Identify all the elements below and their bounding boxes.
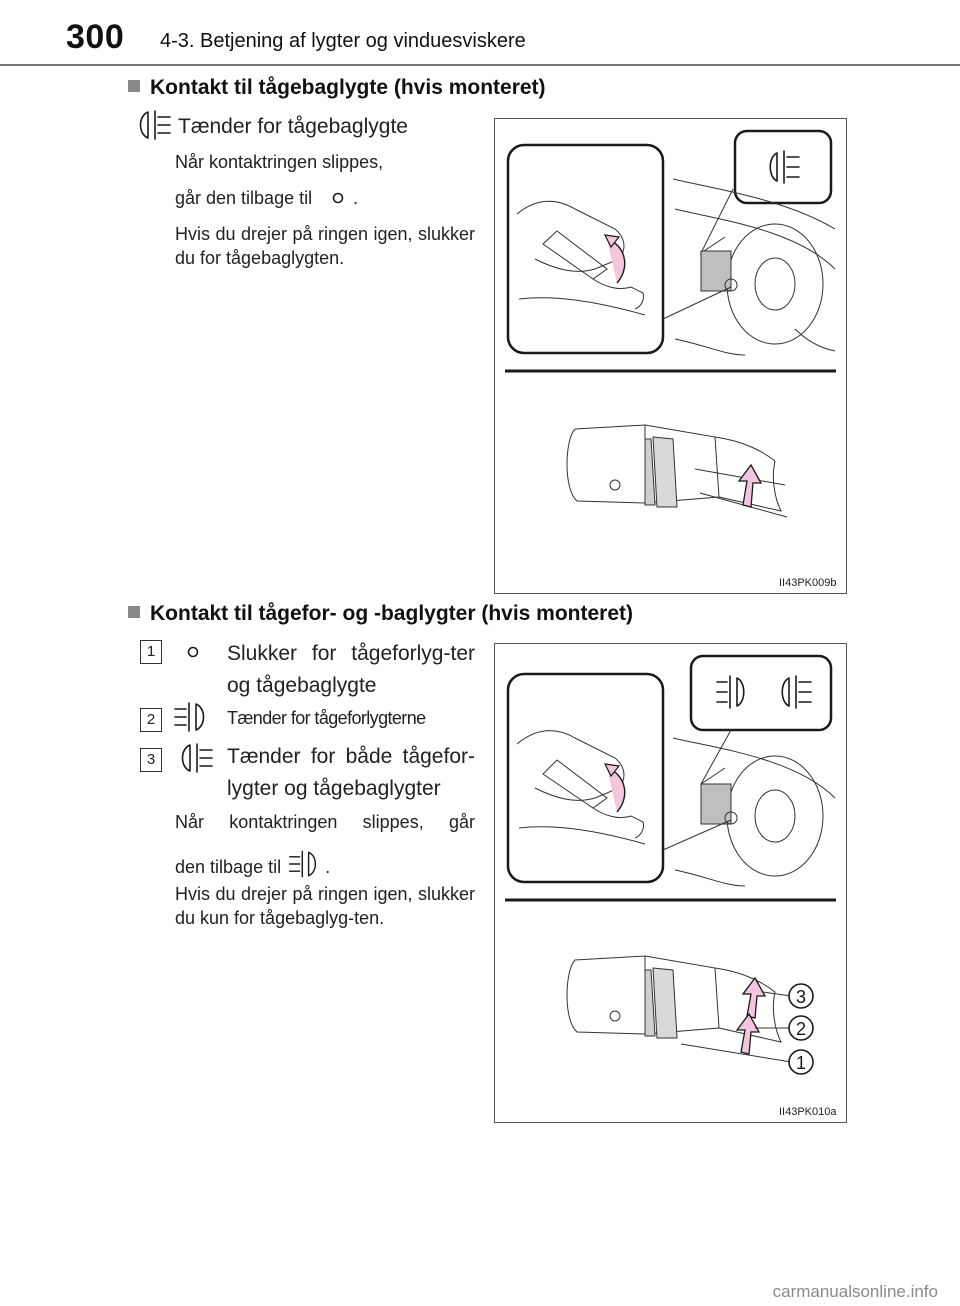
section1-para1-text: går den tilbage til [175, 188, 313, 208]
section1-item-label: Tænder for tågebaglygte [178, 115, 408, 138]
item1-label: Slukker for tågeforlyg-ter og tågebaglygte [227, 642, 475, 697]
section1-para1-end: . [353, 188, 359, 208]
section2-title [128, 602, 633, 626]
callout-2: 2 [795, 1019, 807, 1039]
front-fog-light-icon [287, 848, 323, 886]
header-rule [0, 64, 960, 66]
section2-para1-line1: Når kontaktringen slippes, går [175, 812, 475, 832]
item2-label: Tænder for tågeforlygterne [227, 708, 426, 728]
item-number-2: 2 [140, 708, 162, 732]
section1-title-text: Kontakt til tågebaglygte (hvis monteret) [150, 76, 546, 99]
off-circle-icon [331, 187, 345, 211]
callout-3: 3 [795, 987, 807, 1007]
section1-para1-line1: Når kontaktringen slippes, [175, 152, 384, 172]
page-number: 300 [66, 18, 125, 56]
rear-fog-light-icon [134, 108, 174, 147]
chapter-title: 4-3. Betjening af lygter og vinduesviskere [160, 30, 526, 52]
item3-label: Tænder for både tågefor-lygter og tågebaglygter [227, 745, 475, 800]
section1-para2: Hvis du drejer på ringen igen, slukker du for tågebaglygten. [175, 224, 475, 268]
item-number-3: 3 [140, 748, 162, 772]
section1-para1-line2 [175, 186, 475, 211]
item-number-1: 1 [140, 640, 162, 664]
front-fog-light-icon [172, 700, 212, 739]
figure2 [494, 643, 847, 1123]
figure2-code: II43PK010a [779, 1106, 837, 1118]
off-circle-icon [186, 645, 200, 664]
section2-para1-line2 [175, 848, 475, 886]
section1-para1 [175, 150, 475, 211]
watermark: carmanualsonline.info [772, 1282, 938, 1301]
figure1-code: II43PK009b [779, 577, 837, 589]
section1-title [128, 76, 546, 100]
figure1 [494, 118, 847, 594]
section2-para1-text: den tilbage til [175, 857, 282, 877]
figure1-illustration [495, 119, 846, 593]
section2-para2: Hvis du drejer på ringen igen, slukker du kun for tågebaglyg-ten. [175, 884, 475, 928]
section2-para1-end: . [325, 857, 331, 877]
section2-para1 [175, 810, 475, 886]
section-bullet-icon [128, 606, 140, 618]
section-bullet-icon [128, 80, 140, 92]
section2-title-text: Kontakt til tågefor- og -baglygter (hvis monteret) [150, 602, 634, 625]
callout-1: 1 [795, 1053, 807, 1073]
section1-item [134, 110, 408, 144]
figure2-illustration [495, 644, 846, 1122]
rear-fog-light-icon [176, 741, 216, 780]
